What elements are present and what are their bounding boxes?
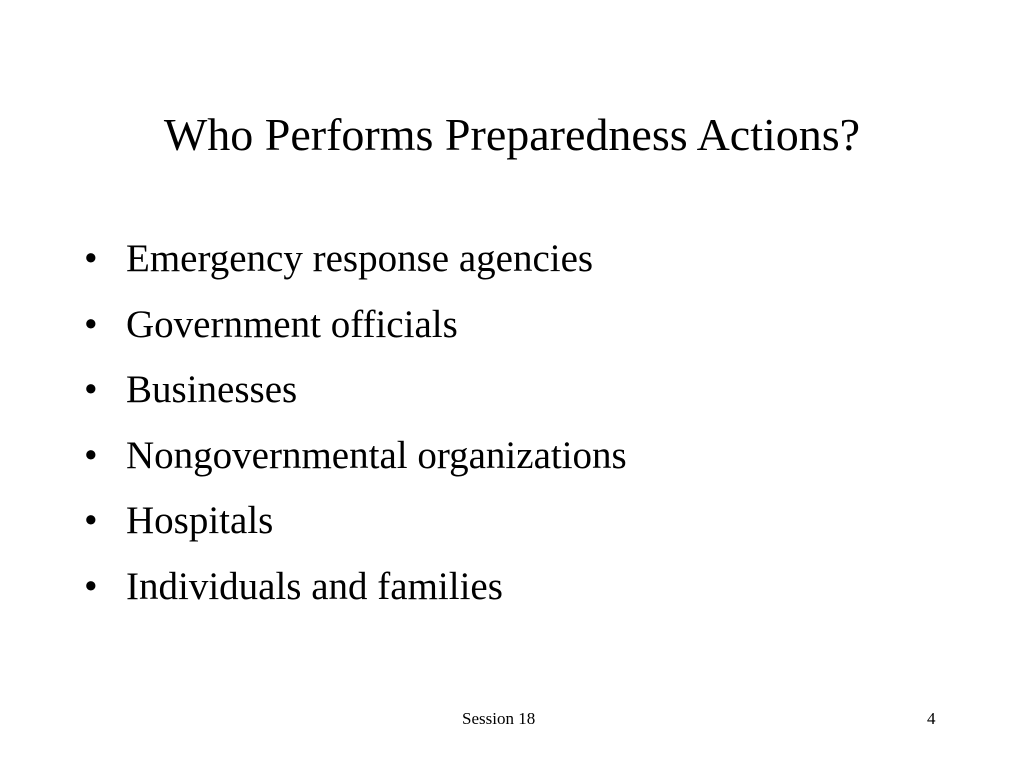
bullet-icon: • xyxy=(84,433,98,477)
footer-session-label: Session 18 xyxy=(462,709,536,728)
list-item xyxy=(84,226,627,292)
list-item xyxy=(84,292,627,358)
list-item xyxy=(84,423,627,489)
bullet-icon: • xyxy=(84,237,98,280)
bullet-icon: • xyxy=(84,302,98,346)
list-item xyxy=(84,488,627,554)
list-item xyxy=(84,357,627,423)
slide-title: Who Performs Preparedness Actions? xyxy=(163,109,861,160)
bullet-icon: • xyxy=(84,499,98,542)
bullet-text: Emergency response agencies xyxy=(126,237,594,280)
bullet-text: Individuals and families xyxy=(126,564,503,608)
bullet-list xyxy=(84,226,627,619)
list-item xyxy=(84,554,627,620)
bullet-icon: • xyxy=(84,564,98,608)
bullet-text: Hospitals xyxy=(126,499,274,542)
footer-page-number: 4 xyxy=(927,709,936,728)
bullet-text: Nongovernmental organizations xyxy=(126,433,627,477)
bullet-icon: • xyxy=(84,368,98,411)
bullet-text: Government officials xyxy=(126,302,458,346)
bullet-text: Businesses xyxy=(126,368,298,411)
